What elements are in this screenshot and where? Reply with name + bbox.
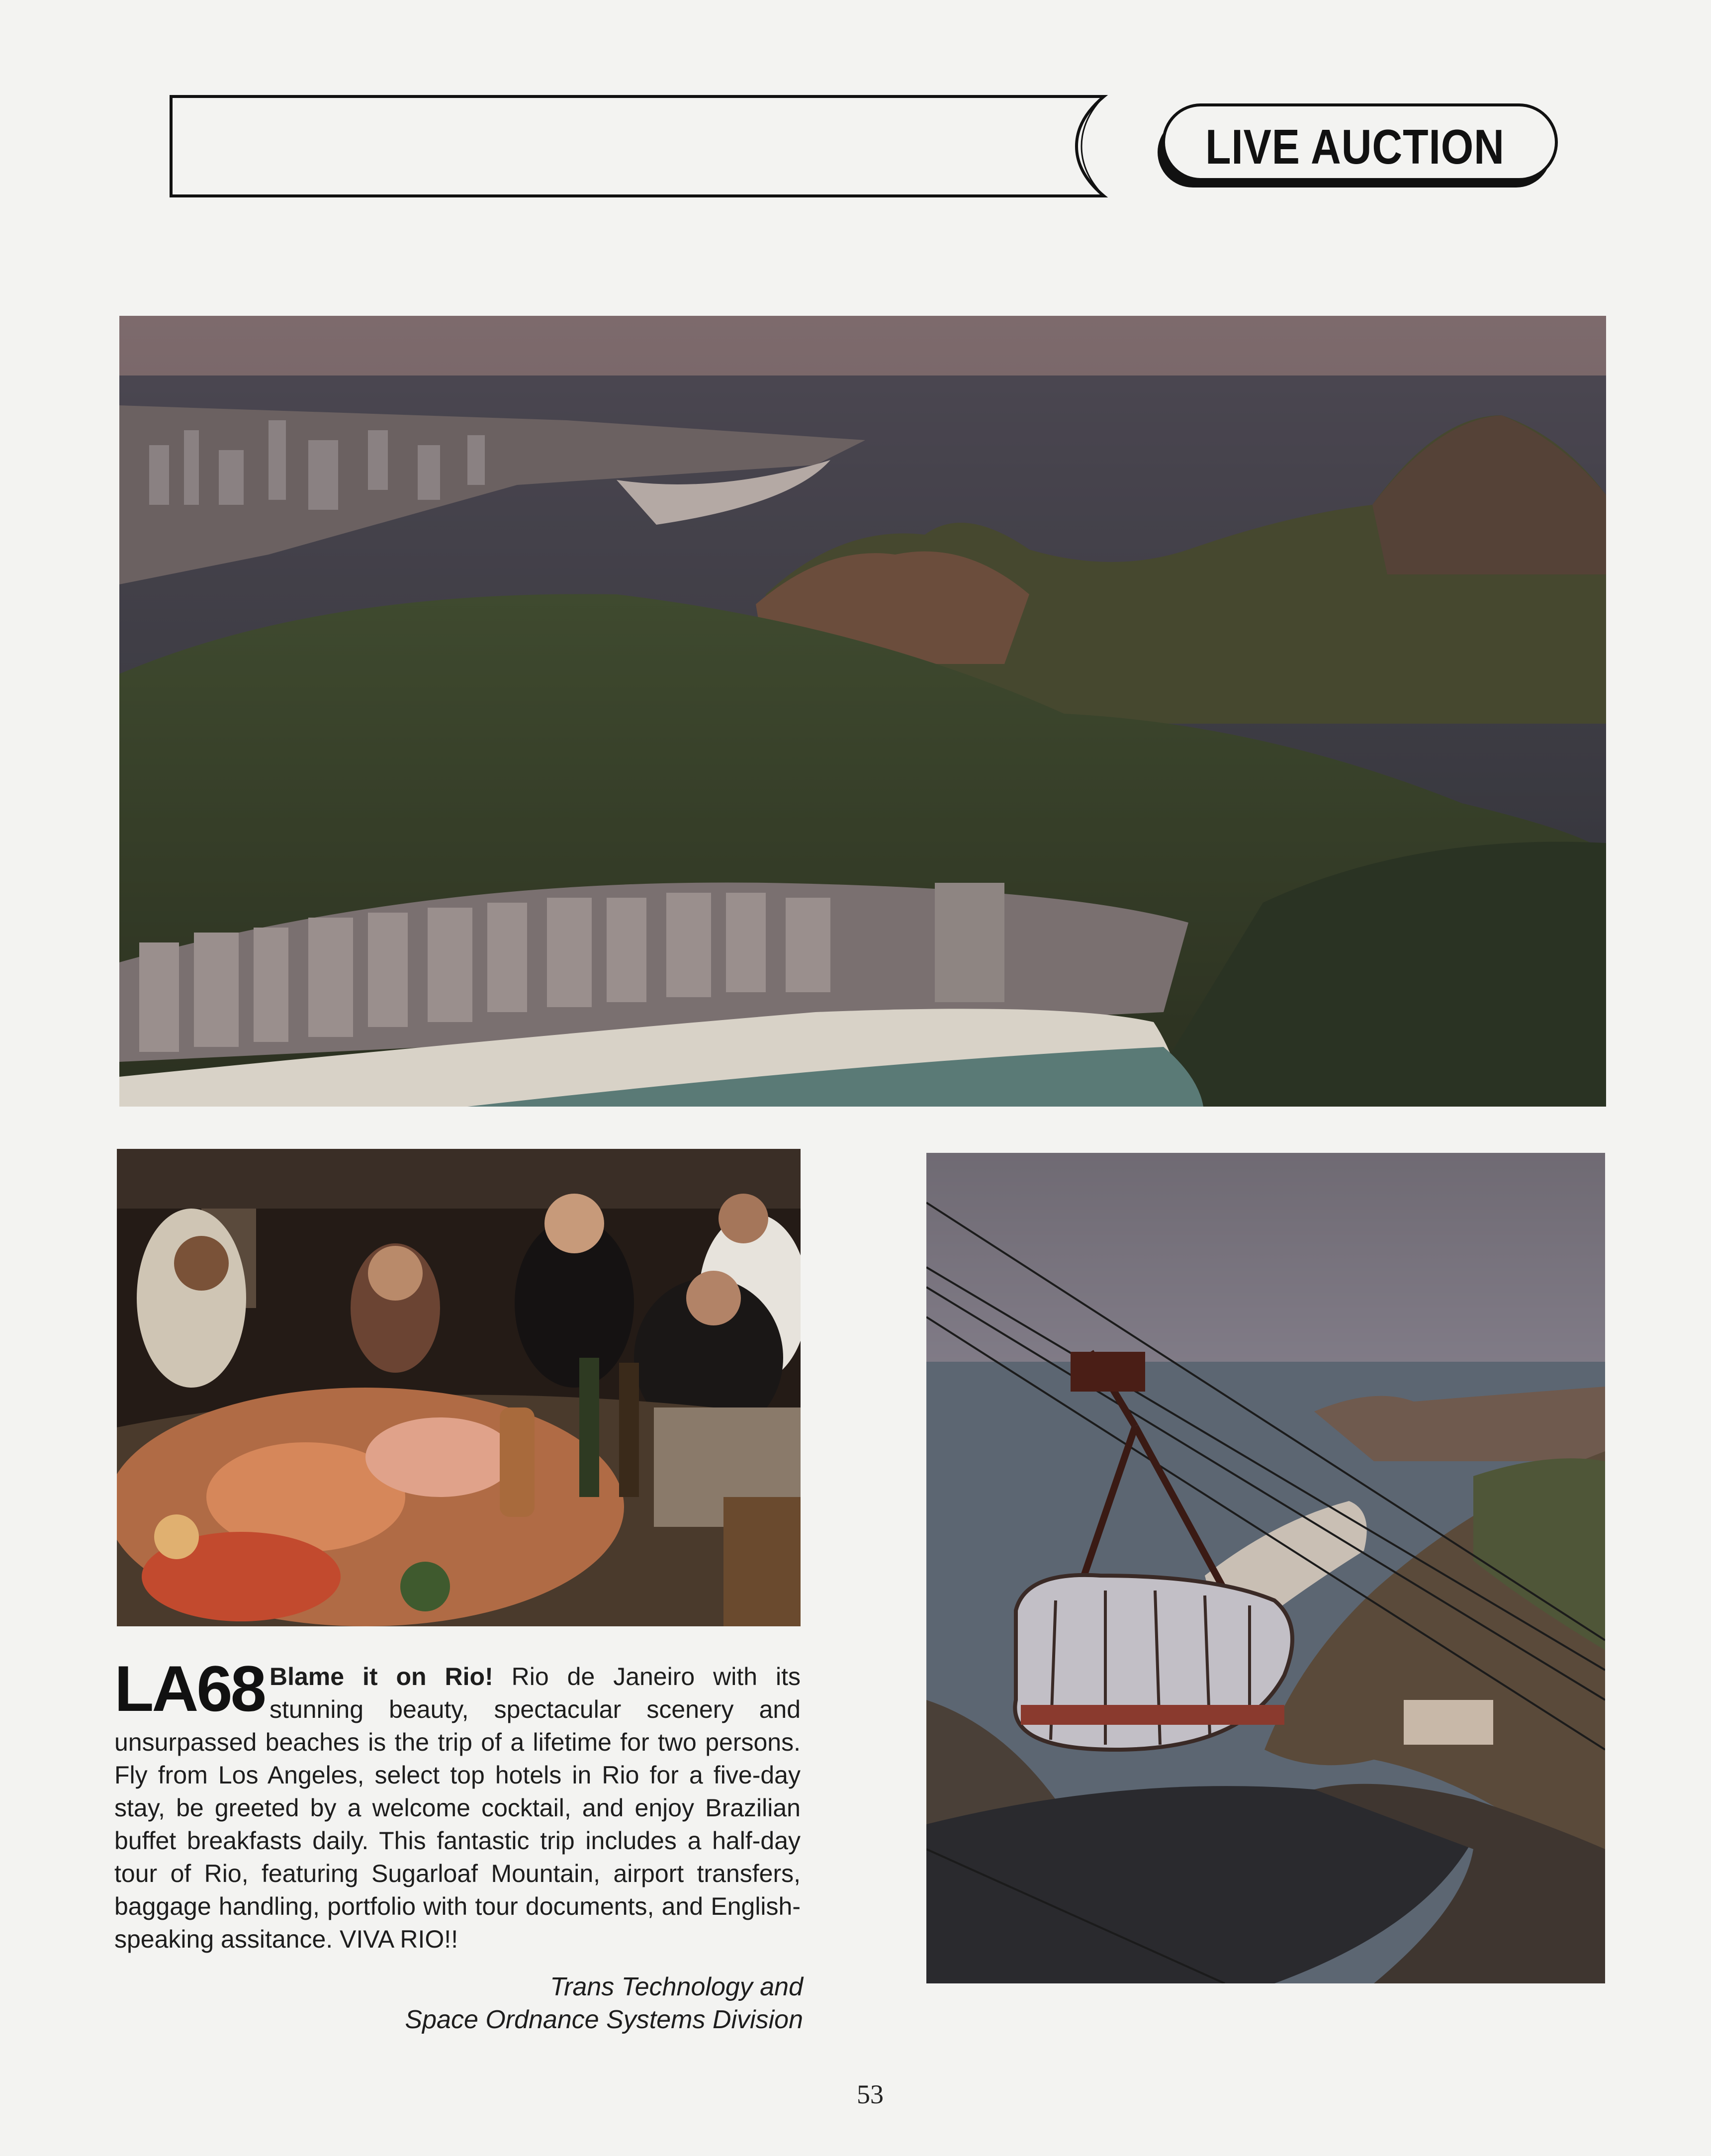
lot-number-spacer bbox=[114, 1660, 270, 1724]
sugarloaf-cable-car-photo bbox=[926, 1153, 1605, 1983]
lot-description bbox=[114, 1660, 801, 1956]
rio-aerial-photo bbox=[119, 316, 1606, 1107]
donor-line-2: Space Ordnance Systems Division bbox=[405, 2005, 803, 2034]
lot-description-text: Rio de Janeiro with its stunning beauty, spectacular scenery and unsurpassed beaches is the trip of a lifetime for two persons. Fly from Los Angeles, select top hotels in Rio for a five-day stay, be greeted by a welcome cocktail, and enjoy Brazilian buffet breakfasts daily. This fantastic trip includes a half-day tour of Rio, featuring Sugarloaf Mountain, airport transfers, baggage handling, portfolio with tour documents, and English-speaking assitance. VIVA RIO!! bbox=[114, 1663, 801, 1953]
lot-headline: Blame it on Rio! bbox=[270, 1663, 512, 1690]
lot-donor bbox=[298, 1970, 803, 2036]
buffet-dining-photo bbox=[117, 1149, 801, 1626]
donor-line-1: Trans Technology and bbox=[550, 1972, 803, 2001]
page-number: 53 bbox=[857, 2079, 884, 2109]
section-label: LIVE AUCTION bbox=[1205, 119, 1505, 174]
lot-number: LA68 bbox=[114, 1652, 265, 1725]
header-banner bbox=[169, 94, 1134, 198]
